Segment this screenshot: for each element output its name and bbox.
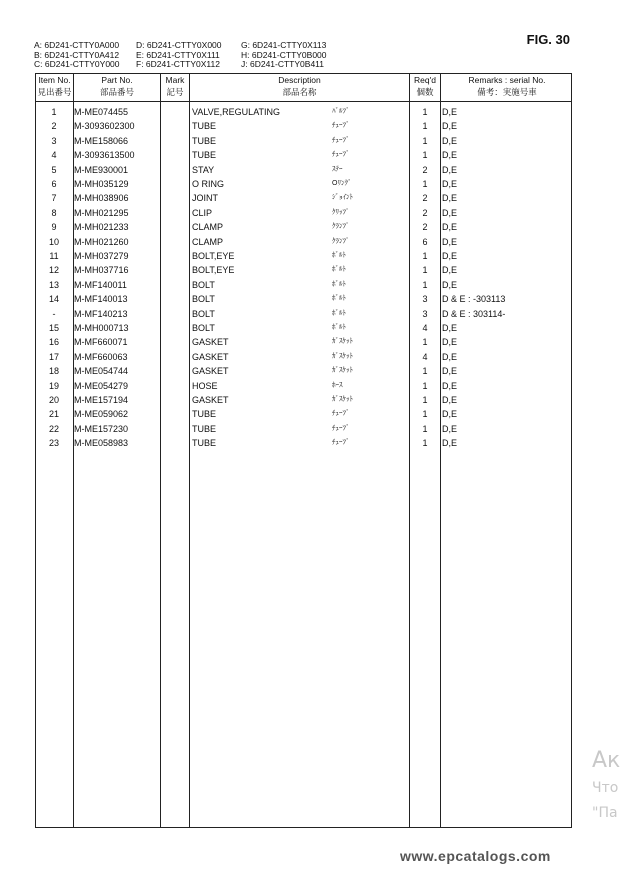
item-number: 1 — [51, 107, 57, 117]
description-jp: ﾁｭｰﾌﾞ — [332, 424, 350, 432]
part-number: M-ME074455 — [74, 107, 129, 117]
description: BOLT — [192, 308, 215, 319]
item-number: 22 — [48, 423, 59, 434]
remarks: D,E — [442, 337, 458, 348]
remarks: D,E — [442, 251, 458, 261]
quantity: 1 — [422, 251, 428, 261]
description-jp: ﾎﾞﾙﾄ — [332, 309, 346, 317]
part-number: M-MF140013 — [74, 294, 128, 305]
quantity: 1 — [422, 366, 428, 377]
description-jp: ﾁｭｰﾌﾞ — [332, 122, 350, 130]
table-row — [36, 307, 571, 321]
description: TUBE — [192, 150, 217, 161]
quantity: 1 — [422, 107, 428, 117]
description-jp: ﾎﾞﾙﾄ — [332, 252, 346, 259]
description: TUBE — [192, 121, 217, 132]
remarks: D,E — [442, 351, 458, 362]
part-number: M-MH021295 — [74, 207, 129, 218]
table-row — [36, 350, 571, 364]
description-jp: ﾁｭｰﾌﾞ — [332, 151, 350, 159]
description: CLIP — [192, 207, 213, 218]
quantity: 2 — [422, 193, 428, 204]
overlay-text-1: Ак — [592, 748, 620, 773]
part-number: M-MH037716 — [74, 265, 129, 276]
item-number: 7 — [51, 193, 57, 204]
description: BOLT — [192, 279, 215, 290]
part-number: M-ME054279 — [74, 380, 129, 391]
description-jp: ｸﾗﾝﾌﾟ — [332, 223, 350, 231]
header-mark: Mark 記号 — [165, 75, 185, 97]
table-row — [36, 335, 571, 349]
quantity: 1 — [422, 121, 428, 132]
header-reqd: Req'd 個数 — [414, 75, 436, 97]
item-number: 5 — [51, 164, 57, 175]
remarks: D,E — [442, 395, 458, 405]
item-number: 19 — [48, 380, 59, 391]
description-jp: Oﾘﾝｸﾞ — [332, 180, 352, 187]
header-description: Description 部品名称 — [278, 75, 321, 97]
table-row — [36, 379, 571, 393]
model-code: D: 6D241-CTTY0X000 — [136, 40, 222, 50]
remarks: D,E — [442, 323, 458, 333]
part-number: M-3093613500 — [74, 150, 135, 161]
part-number: M-MF660071 — [74, 337, 128, 348]
description-jp: ﾁｭｰﾌﾞ — [332, 410, 350, 418]
part-number: M-ME158066 — [74, 135, 129, 146]
model-code: G: 6D241-CTTY0X113 — [241, 40, 327, 50]
site-watermark: www.epcatalogs.com — [400, 848, 551, 864]
table-row — [36, 321, 571, 335]
model-codes — [34, 41, 327, 70]
description-jp: ﾎﾞﾙﾄ — [332, 280, 346, 288]
quantity: 3 — [422, 308, 428, 319]
description: GASKET — [192, 337, 229, 348]
quantity: 1 — [422, 150, 428, 161]
quantity: 1 — [422, 179, 428, 189]
quantity: 4 — [422, 351, 428, 362]
remarks: D,E — [442, 236, 458, 247]
quantity: 1 — [422, 337, 428, 348]
part-number: M-MH000713 — [74, 323, 129, 333]
item-number: 11 — [49, 251, 59, 261]
description-jp: ｶﾞｽｹｯﾄ — [332, 352, 353, 360]
description-jp: ﾊﾞﾙﾌﾞ — [332, 108, 350, 115]
table-row — [36, 206, 571, 220]
description-jp: ﾎﾞﾙﾄ — [332, 295, 346, 303]
item-number: 2 — [51, 121, 57, 132]
description: GASKET — [192, 395, 229, 405]
model-code: C: 6D241-CTTY0Y000 — [34, 59, 120, 69]
description: GASKET — [192, 351, 229, 362]
description-jp: ﾁｭｰﾌﾞ — [332, 439, 350, 447]
model-code: E: 6D241-CTTY0X111 — [136, 49, 220, 60]
part-number: M-MF660063 — [74, 351, 128, 362]
remarks: D,E — [442, 150, 458, 161]
description: BOLT,EYE — [192, 251, 235, 261]
parts-table — [35, 73, 572, 828]
description-jp: ﾎﾞﾙﾄ — [332, 266, 346, 274]
quantity: 1 — [422, 409, 428, 420]
item-number: 3 — [51, 135, 57, 146]
description: O RING — [192, 179, 225, 189]
description: TUBE — [192, 423, 217, 434]
description: BOLT — [192, 294, 215, 305]
table-row — [36, 191, 571, 205]
part-number: M-MH037279 — [74, 251, 129, 261]
remarks: D,E — [442, 265, 458, 276]
remarks: D,E — [442, 366, 458, 377]
quantity: 4 — [422, 323, 428, 333]
part-number: M-MF140213 — [74, 308, 128, 319]
item-number: 13 — [48, 279, 59, 290]
quantity: 2 — [422, 207, 428, 218]
item-number: 10 — [48, 236, 59, 247]
quantity: 1 — [422, 438, 428, 449]
remarks: D,E — [442, 207, 458, 218]
item-number: 4 — [51, 150, 57, 161]
figure-label: FIG. 30 — [526, 32, 570, 47]
remarks: D,E — [442, 380, 458, 391]
item-number: 16 — [48, 337, 59, 348]
description: VALVE,REGULATING — [192, 107, 281, 117]
table-row — [36, 105, 571, 119]
table-row — [36, 436, 571, 450]
table-row — [36, 278, 571, 292]
description-jp: ﾁｭｰﾌﾞ — [332, 136, 350, 144]
item-number: - — [52, 308, 56, 319]
quantity: 1 — [422, 423, 428, 434]
part-number: M-3093602300 — [74, 121, 135, 132]
remarks: D,E — [442, 121, 458, 132]
item-number: 17 — [48, 351, 59, 362]
description: TUBE — [192, 409, 217, 420]
description-jp: ｸﾗﾝﾌﾟ — [332, 237, 350, 245]
remarks: D,E — [442, 279, 458, 290]
item-number: 21 — [48, 409, 59, 420]
table-row — [36, 163, 571, 177]
model-code: B: 6D241-CTTY0A412 — [34, 49, 120, 60]
description-jp: ﾎｰｽ — [332, 381, 343, 389]
table-row — [36, 119, 571, 133]
overlay-text-2: Что — [592, 780, 619, 796]
remarks: D & E : 303114- — [442, 308, 506, 319]
description-jp: ﾎﾞﾙﾄ — [332, 324, 346, 331]
item-number: 8 — [51, 207, 57, 218]
remarks: D,E — [442, 222, 458, 233]
header-remarks: Remarks : serial No. 備考：実施号車 — [468, 75, 546, 97]
description-jp: ｸﾘｯﾌﾟ — [332, 208, 350, 216]
table-row — [36, 220, 571, 234]
remarks: D,E — [442, 179, 458, 189]
table-row — [36, 235, 571, 249]
part-number: M-MH021260 — [74, 236, 129, 247]
remarks: D,E — [442, 438, 458, 449]
table-row — [36, 422, 571, 436]
description: STAY — [192, 164, 215, 175]
item-number: 20 — [48, 395, 59, 405]
remarks: D,E — [442, 164, 458, 175]
model-code: A: 6D241-CTTY0A000 — [34, 40, 120, 50]
part-number: M-ME930001 — [74, 164, 129, 175]
item-number: 9 — [51, 222, 57, 233]
table-row — [36, 393, 571, 407]
item-number: 18 — [48, 366, 59, 377]
quantity: 1 — [422, 279, 428, 290]
remarks: D,E — [442, 193, 458, 204]
part-number: M-ME157230 — [74, 423, 129, 434]
part-number: M-MH021233 — [74, 222, 129, 233]
quantity: 1 — [422, 135, 428, 146]
part-number: M-ME157194 — [74, 395, 129, 405]
description-jp: ｽﾃｰ — [332, 165, 343, 173]
table-row — [36, 249, 571, 263]
remarks: D,E — [442, 409, 458, 420]
description-jp: ｶﾞｽｹｯﾄ — [332, 396, 353, 403]
description-jp: ｶﾞｽｹｯﾄ — [332, 338, 353, 346]
table-row — [36, 263, 571, 277]
remarks: D,E — [442, 135, 458, 146]
description: HOSE — [192, 380, 218, 391]
part-number: M-ME054744 — [74, 366, 129, 377]
part-number: M-ME059062 — [74, 409, 129, 420]
overlay-text-3: "Па — [592, 805, 618, 821]
description-jp: ｶﾞｽｹｯﾄ — [332, 367, 353, 375]
quantity: 2 — [422, 164, 428, 175]
part-number: M-MF140011 — [74, 279, 127, 290]
part-number: M-MH035129 — [74, 179, 129, 189]
remarks: D,E — [442, 423, 458, 434]
model-code-line — [34, 60, 327, 70]
table-row — [36, 177, 571, 191]
model-code: J: 6D241-CTTY0B411 — [241, 59, 324, 69]
item-number: 12 — [48, 265, 59, 276]
model-code: F: 6D241-CTTY0X112 — [136, 59, 220, 69]
model-code: H: 6D241-CTTY0B000 — [241, 49, 327, 60]
description: CLAMP — [192, 236, 224, 247]
description: JOINT — [192, 193, 218, 204]
quantity: 1 — [422, 395, 428, 405]
item-number: 15 — [48, 323, 59, 333]
table-row — [36, 407, 571, 421]
description: BOLT,EYE — [192, 265, 235, 276]
item-number: 14 — [48, 294, 59, 305]
item-number: 23 — [48, 438, 59, 449]
quantity: 6 — [422, 236, 428, 247]
part-number: M-MH038906 — [74, 193, 129, 204]
remarks: D & E : -303113 — [442, 294, 506, 305]
quantity: 3 — [422, 294, 428, 305]
header-part-no: Part No. 部品番号 — [99, 75, 134, 97]
table-row — [36, 148, 571, 162]
quantity: 1 — [422, 380, 428, 391]
description-jp: ｼﾞｮｲﾝﾄ — [332, 194, 353, 202]
quantity: 1 — [422, 265, 428, 276]
table-row — [36, 292, 571, 306]
description: GASKET — [192, 366, 229, 377]
description: CLAMP — [192, 222, 224, 233]
part-number: M-ME058983 — [74, 438, 129, 449]
description: TUBE — [192, 438, 217, 449]
description: BOLT — [192, 323, 215, 333]
description: TUBE — [192, 135, 217, 146]
quantity: 2 — [422, 222, 428, 233]
item-number: 6 — [51, 179, 57, 189]
table-row — [36, 134, 571, 148]
table-row — [36, 364, 571, 378]
header-item-no: Item No. 見出番号 — [37, 75, 72, 97]
remarks: D,E — [442, 107, 458, 117]
